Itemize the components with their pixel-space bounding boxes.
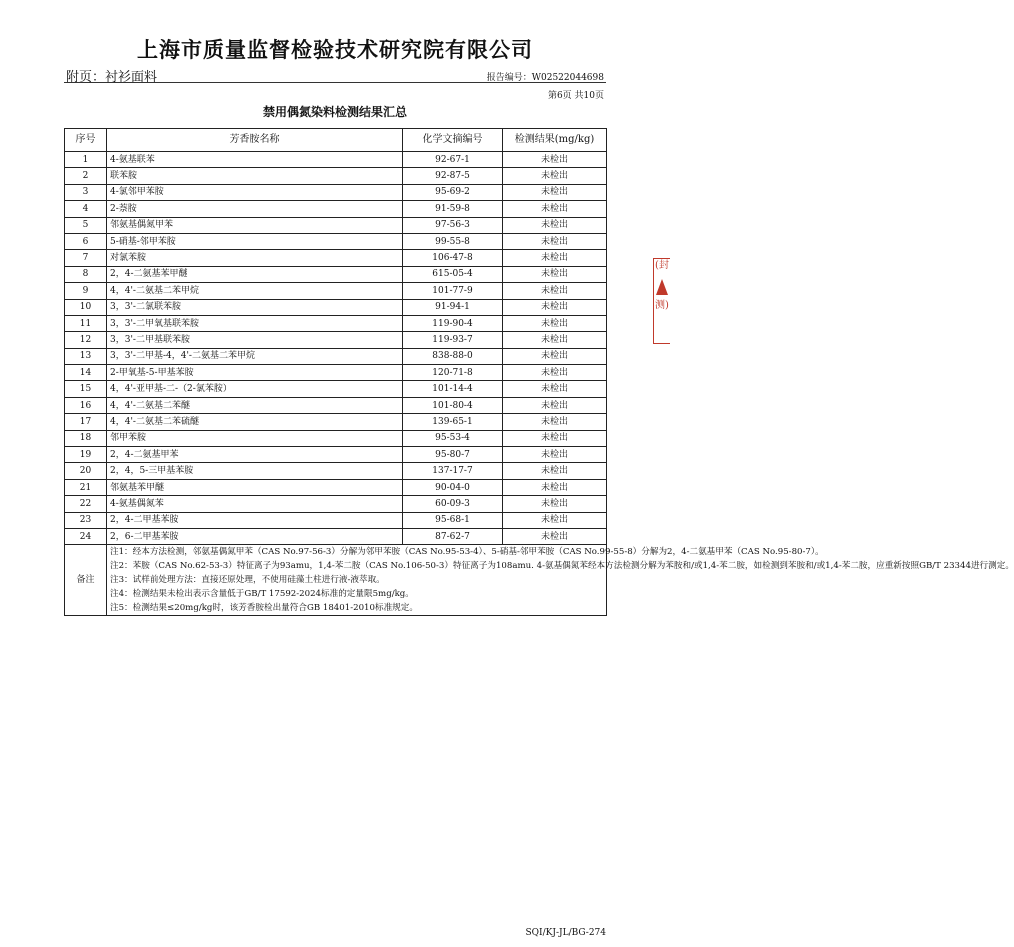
table-row — [65, 217, 607, 233]
cas-number: 95-69-2 — [403, 184, 503, 200]
amine-name: 4，4'-二氨基二苯醚 — [107, 397, 403, 413]
amine-name: 2-甲氧基-5-甲基苯胺 — [107, 365, 403, 381]
row-number: 16 — [65, 397, 107, 413]
test-result: 未检出 — [503, 348, 607, 364]
table-row — [65, 348, 607, 364]
row-number: 22 — [65, 496, 107, 512]
row-number: 24 — [65, 528, 107, 544]
row-number: 15 — [65, 381, 107, 397]
amine-name: 3，3'-二甲基-4，4'-二氨基二苯甲烷 — [107, 348, 403, 364]
test-result: 未检出 — [503, 201, 607, 217]
table-row — [65, 168, 607, 184]
table-row — [65, 430, 607, 446]
table-row — [65, 250, 607, 266]
amine-name: 3，3'-二甲基联苯胺 — [107, 332, 403, 348]
table-row — [65, 381, 607, 397]
form-code: SQI/KJ-JL/BG-274 — [525, 928, 606, 938]
table-row — [65, 414, 607, 430]
row-number: 3 — [65, 184, 107, 200]
table-row — [65, 233, 607, 249]
section-title: 禁用偶氮染料检测结果汇总 — [262, 105, 407, 119]
cas-number: 139-65-1 — [403, 414, 503, 430]
test-result: 未检出 — [503, 512, 607, 528]
table-row — [65, 463, 607, 479]
header-no: 序号 — [65, 129, 107, 152]
amine-name: 5-硝基-邻甲苯胺 — [107, 233, 403, 249]
table-row — [65, 496, 607, 512]
test-result: 未检出 — [503, 184, 607, 200]
note-2: 注2：苯胺（CAS No.62-53-3）特征离子为93amu，1,4-苯二胺（CAS No.106-50-3）特征离子为108amu. 4-氨基偶氮苯经本方法检测分解为苯胺和/或1,4-苯二胺，如检测到苯胺和/或1,4-苯二胺，应重新按照GB/T 23344进行测定。 — [110, 561, 1014, 572]
appendix-label: 附页：衬衫面料 — [66, 70, 158, 85]
table-row — [65, 447, 607, 463]
report-number: 报告编号：W02522044698 — [486, 73, 604, 83]
test-result: 未检出 — [503, 152, 607, 168]
amine-name: 2-萘胺 — [107, 201, 403, 217]
row-number: 7 — [65, 250, 107, 266]
test-result: 未检出 — [503, 381, 607, 397]
note-1: 注1：经本方法检测，邻氨基偶氮甲苯（CAS No.97-56-3）分解为邻甲苯胺（CAS No.95-53-4）、5-硝基-邻甲苯胺（CAS No.99-55-8）分解为2，4-二氨基甲苯（CAS No.95-80-7）。 — [110, 547, 824, 558]
test-result: 未检出 — [503, 397, 607, 413]
amine-name: 邻甲苯胺 — [107, 430, 403, 446]
cas-number: 91-94-1 — [403, 299, 503, 315]
cas-number: 60-09-3 — [403, 496, 503, 512]
cas-number: 615-05-4 — [403, 266, 503, 282]
row-number: 6 — [65, 233, 107, 249]
amine-name: 2，4-二甲基苯胺 — [107, 512, 403, 528]
notes-cell — [107, 545, 1014, 616]
table-row — [65, 152, 607, 168]
header-result: 检测结果(mg/kg) — [503, 129, 607, 152]
cas-number: 87-62-7 — [403, 528, 503, 544]
table-row — [65, 201, 607, 217]
test-result: 未检出 — [503, 233, 607, 249]
cas-number: 120-71-8 — [403, 365, 503, 381]
test-result: 未检出 — [503, 447, 607, 463]
test-result: 未检出 — [503, 168, 607, 184]
test-result: 未检出 — [503, 479, 607, 495]
cas-number: 91-59-8 — [403, 201, 503, 217]
cas-number: 95-68-1 — [403, 512, 503, 528]
row-number: 12 — [65, 332, 107, 348]
amine-name: 3，3'-二氯联苯胺 — [107, 299, 403, 315]
test-result: 未检出 — [503, 315, 607, 331]
stamp-bottom-text: 测) — [655, 300, 669, 311]
row-number: 2 — [65, 168, 107, 184]
header-divider — [64, 82, 606, 83]
test-result: 未检出 — [503, 496, 607, 512]
amine-name: 2，4，5-三甲基苯胺 — [107, 463, 403, 479]
test-result: 未检出 — [503, 299, 607, 315]
table-row — [65, 365, 607, 381]
cas-number: 92-67-1 — [403, 152, 503, 168]
row-number: 5 — [65, 217, 107, 233]
table-row — [65, 332, 607, 348]
amine-name: 2，4-二氨基苯甲醚 — [107, 266, 403, 282]
row-number: 9 — [65, 283, 107, 299]
row-number: 17 — [65, 414, 107, 430]
test-result: 未检出 — [503, 266, 607, 282]
test-result: 未检出 — [503, 528, 607, 544]
row-number: 23 — [65, 512, 107, 528]
row-number: 8 — [65, 266, 107, 282]
test-result: 未检出 — [503, 365, 607, 381]
cas-number: 137-17-7 — [403, 463, 503, 479]
table-row — [65, 315, 607, 331]
amine-name: 2，4-二氨基甲苯 — [107, 447, 403, 463]
cas-number: 106-47-8 — [403, 250, 503, 266]
test-result: 未检出 — [503, 414, 607, 430]
cas-number: 99-55-8 — [403, 233, 503, 249]
amine-name: 对氯苯胺 — [107, 250, 403, 266]
amine-name: 4，4'-亚甲基-二-（2-氯苯胺） — [107, 381, 403, 397]
table-body — [65, 152, 607, 545]
table-row — [65, 299, 607, 315]
row-number: 10 — [65, 299, 107, 315]
table-header-row — [65, 129, 607, 152]
page-number: 第6页 共10页 — [547, 91, 604, 101]
row-number: 13 — [65, 348, 107, 364]
header-amine-name: 芳香胺名称 — [107, 129, 403, 152]
amine-name: 邻氨基苯甲醚 — [107, 479, 403, 495]
cas-number: 92-87-5 — [403, 168, 503, 184]
table-row — [65, 266, 607, 282]
note-4: 注4：检测结果未检出表示含量低于GB/T 17592-2024标准的定量限5mg/kg。 — [110, 589, 414, 600]
row-number: 19 — [65, 447, 107, 463]
test-result: 未检出 — [503, 430, 607, 446]
amine-name: 4，4'-二氨基二苯硫醚 — [107, 414, 403, 430]
header-cas-number: 化学文摘编号 — [403, 129, 503, 152]
cas-number: 101-77-9 — [403, 283, 503, 299]
amine-name: 邻氨基偶氮甲苯 — [107, 217, 403, 233]
cas-number: 95-80-7 — [403, 447, 503, 463]
stamp-top-text: (封 — [655, 260, 669, 271]
test-result: 未检出 — [503, 250, 607, 266]
row-number: 4 — [65, 201, 107, 217]
cas-number: 95-53-4 — [403, 430, 503, 446]
results-table — [64, 128, 1014, 616]
table-row — [65, 512, 607, 528]
note-3: 注3：试样前处理方法：直接还原处理，不使用硅藻土柱进行液-液萃取。 — [110, 575, 385, 586]
amine-name: 3，3'-二甲氧基联苯胺 — [107, 315, 403, 331]
notes-row — [65, 545, 607, 616]
cas-number: 838-88-0 — [403, 348, 503, 364]
cas-number: 119-93-7 — [403, 332, 503, 348]
table-row — [65, 184, 607, 200]
cas-number: 90-04-0 — [403, 479, 503, 495]
row-number: 14 — [65, 365, 107, 381]
row-number: 21 — [65, 479, 107, 495]
cas-number: 97-56-3 — [403, 217, 503, 233]
amine-name: 4-氨基偶氮苯 — [107, 496, 403, 512]
test-result: 未检出 — [503, 283, 607, 299]
seal-stamp — [653, 258, 670, 344]
table-row — [65, 397, 607, 413]
amine-name: 4-氯邻甲苯胺 — [107, 184, 403, 200]
test-result: 未检出 — [503, 217, 607, 233]
row-number: 18 — [65, 430, 107, 446]
org-title: 上海市质量监督检验技术研究院有限公司 — [137, 37, 533, 62]
table-row — [65, 528, 607, 544]
row-number: 20 — [65, 463, 107, 479]
cas-number: 101-80-4 — [403, 397, 503, 413]
notes-label: 备注 — [65, 545, 107, 616]
row-number: 11 — [65, 315, 107, 331]
note-5: 注5：检测结果≤20mg/kg时，该芳香胺检出量符合GB 18401-2010标准规定。 — [110, 603, 418, 614]
cas-number: 101-14-4 — [403, 381, 503, 397]
amine-name: 4-氨基联苯 — [107, 152, 403, 168]
row-number: 1 — [65, 152, 107, 168]
table-row — [65, 283, 607, 299]
amine-name: 2，6-二甲基苯胺 — [107, 528, 403, 544]
stamp-arrow-icon — [656, 279, 668, 295]
test-result: 未检出 — [503, 332, 607, 348]
cas-number: 119-90-4 — [403, 315, 503, 331]
table-row — [65, 479, 607, 495]
amine-name: 4，4'-二氨基二苯甲烷 — [107, 283, 403, 299]
test-result: 未检出 — [503, 463, 607, 479]
amine-name: 联苯胺 — [107, 168, 403, 184]
